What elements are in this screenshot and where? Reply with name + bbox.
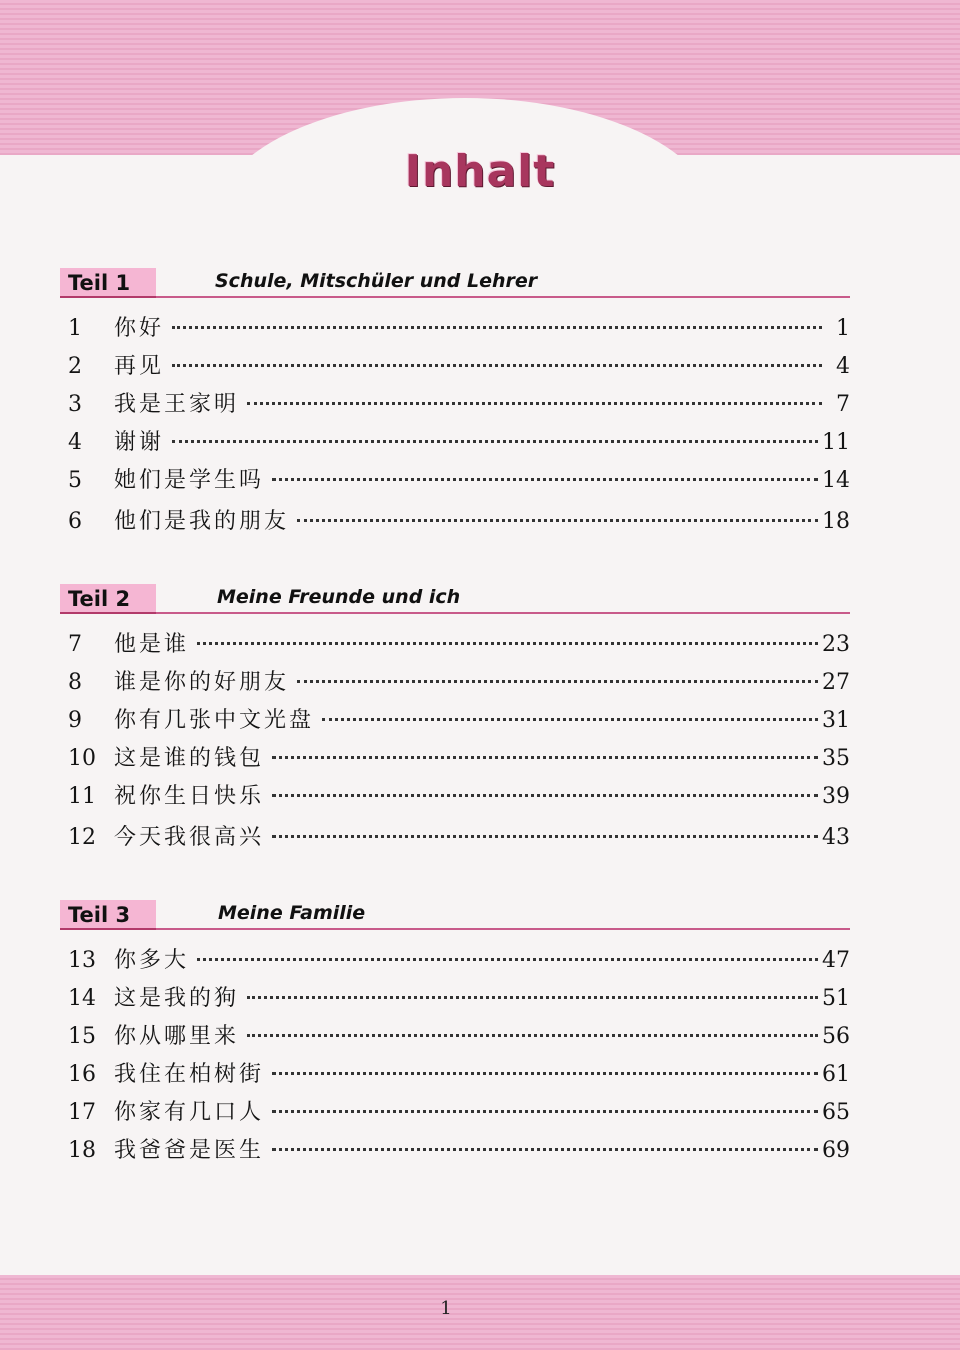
page-ref: 18 xyxy=(822,509,850,534)
lesson-number: 1 xyxy=(68,316,82,341)
lesson-number: 4 xyxy=(68,430,82,455)
toc-entry[interactable] xyxy=(60,702,850,740)
page-ref: 56 xyxy=(822,1024,850,1049)
toc-list xyxy=(60,310,850,544)
page-ref: 14 xyxy=(822,468,850,493)
page-title: Inhalt xyxy=(404,146,556,197)
toc-entry[interactable] xyxy=(60,1056,850,1094)
lesson-title: 你家有几口人 xyxy=(114,1100,265,1125)
lesson-title: 谁是你的好朋友 xyxy=(114,670,290,695)
lesson-title: 我住在柏树街 xyxy=(114,1062,265,1087)
lesson-title: 他是谁 xyxy=(114,632,190,657)
dot-leader xyxy=(247,1034,818,1037)
lesson-title: 再见 xyxy=(114,354,165,379)
dot-leader xyxy=(172,440,818,443)
page-ref: 39 xyxy=(822,784,850,809)
lesson-number: 10 xyxy=(68,746,96,771)
dot-leader xyxy=(272,835,818,838)
section-rule xyxy=(156,296,850,298)
toc-entry[interactable] xyxy=(60,778,850,816)
lesson-number: 9 xyxy=(68,708,82,733)
section-header xyxy=(60,268,850,300)
toc-entry[interactable] xyxy=(60,980,850,1018)
dot-leader xyxy=(272,478,818,481)
section-header xyxy=(60,584,850,616)
section-teil-2 xyxy=(60,584,850,860)
dot-leader xyxy=(272,756,818,759)
section-header xyxy=(60,900,850,932)
section-title: Meine Familie xyxy=(218,902,366,924)
toc-entry[interactable] xyxy=(60,424,850,462)
lesson-title: 你好 xyxy=(114,316,165,341)
lesson-number: 18 xyxy=(68,1138,96,1163)
dot-leader xyxy=(297,519,818,522)
dot-leader xyxy=(272,794,818,797)
toc-entry[interactable] xyxy=(60,500,850,544)
dot-leader xyxy=(172,326,822,329)
dot-leader xyxy=(172,364,822,367)
lesson-number: 7 xyxy=(68,632,82,657)
section-rule xyxy=(156,928,850,930)
dot-leader xyxy=(247,402,822,405)
page-ref: 1 xyxy=(836,316,850,341)
teil-label: Teil 3 xyxy=(60,900,156,930)
section-title: Schule, Mitschüler und Lehrer xyxy=(215,270,538,292)
dot-leader xyxy=(197,642,818,645)
page-ref: 61 xyxy=(822,1062,850,1087)
dot-leader xyxy=(272,1072,818,1075)
page-ref: 11 xyxy=(822,430,850,455)
teil-label: Teil 2 xyxy=(60,584,156,614)
teil-label: Teil 1 xyxy=(60,268,156,298)
lesson-number: 16 xyxy=(68,1062,96,1087)
dot-leader xyxy=(197,958,818,961)
toc-entry[interactable] xyxy=(60,816,850,860)
lesson-number: 5 xyxy=(68,468,82,493)
page-ref: 4 xyxy=(836,354,850,379)
section-title: Meine Freunde und ich xyxy=(217,586,461,608)
dot-leader xyxy=(322,718,818,721)
dot-leader xyxy=(297,680,818,683)
toc-entry[interactable] xyxy=(60,1018,850,1056)
dot-leader xyxy=(272,1110,818,1113)
toc-entry[interactable] xyxy=(60,942,850,980)
lesson-title: 你有几张中文光盘 xyxy=(114,708,315,733)
lesson-title: 祝你生日快乐 xyxy=(114,784,265,809)
toc-list xyxy=(60,942,850,1170)
lesson-number: 2 xyxy=(68,354,82,379)
lesson-title: 我爸爸是医生 xyxy=(114,1138,265,1163)
toc-entry[interactable] xyxy=(60,310,850,348)
lesson-number: 13 xyxy=(68,948,96,973)
toc-entry[interactable] xyxy=(60,348,850,386)
page-ref: 7 xyxy=(836,392,850,417)
page-ref: 47 xyxy=(822,948,850,973)
page-ref: 65 xyxy=(822,1100,850,1125)
page-ref: 43 xyxy=(822,825,850,850)
lesson-title: 你多大 xyxy=(114,948,190,973)
page-ref: 35 xyxy=(822,746,850,771)
toc-entry[interactable] xyxy=(60,462,850,500)
lesson-title: 这是我的狗 xyxy=(114,986,240,1011)
toc-entry[interactable] xyxy=(60,740,850,778)
page-ref: 23 xyxy=(822,632,850,657)
page-ref: 27 xyxy=(822,670,850,695)
lesson-number: 8 xyxy=(68,670,82,695)
lesson-number: 17 xyxy=(68,1100,96,1125)
toc-list xyxy=(60,626,850,860)
lesson-number: 11 xyxy=(68,784,96,809)
lesson-title: 她们是学生吗 xyxy=(114,468,265,493)
lesson-number: 14 xyxy=(68,986,96,1011)
toc-entry[interactable] xyxy=(60,386,850,424)
section-rule xyxy=(156,612,850,614)
section-teil-3 xyxy=(60,900,850,1170)
page-ref: 69 xyxy=(822,1138,850,1163)
dot-leader xyxy=(247,996,818,999)
lesson-title: 我是王家明 xyxy=(114,392,240,417)
lesson-number: 6 xyxy=(68,509,82,534)
page-ref: 31 xyxy=(822,708,850,733)
lesson-number: 12 xyxy=(68,825,96,850)
lesson-title: 他们是我的朋友 xyxy=(114,509,290,534)
toc-entry[interactable] xyxy=(60,1094,850,1132)
toc-entry[interactable] xyxy=(60,626,850,664)
page-number: 1 xyxy=(440,1298,452,1319)
lesson-title: 这是谁的钱包 xyxy=(114,746,265,771)
lesson-number: 15 xyxy=(68,1024,96,1049)
lesson-title: 今天我很高兴 xyxy=(114,825,265,850)
toc-entry[interactable] xyxy=(60,664,850,702)
dot-leader xyxy=(272,1148,818,1151)
page-ref: 51 xyxy=(822,986,850,1011)
lesson-number: 3 xyxy=(68,392,82,417)
toc-entry[interactable] xyxy=(60,1132,850,1170)
lesson-title: 谢谢 xyxy=(114,430,165,455)
section-teil-1 xyxy=(60,268,850,544)
lesson-title: 你从哪里来 xyxy=(114,1024,240,1049)
